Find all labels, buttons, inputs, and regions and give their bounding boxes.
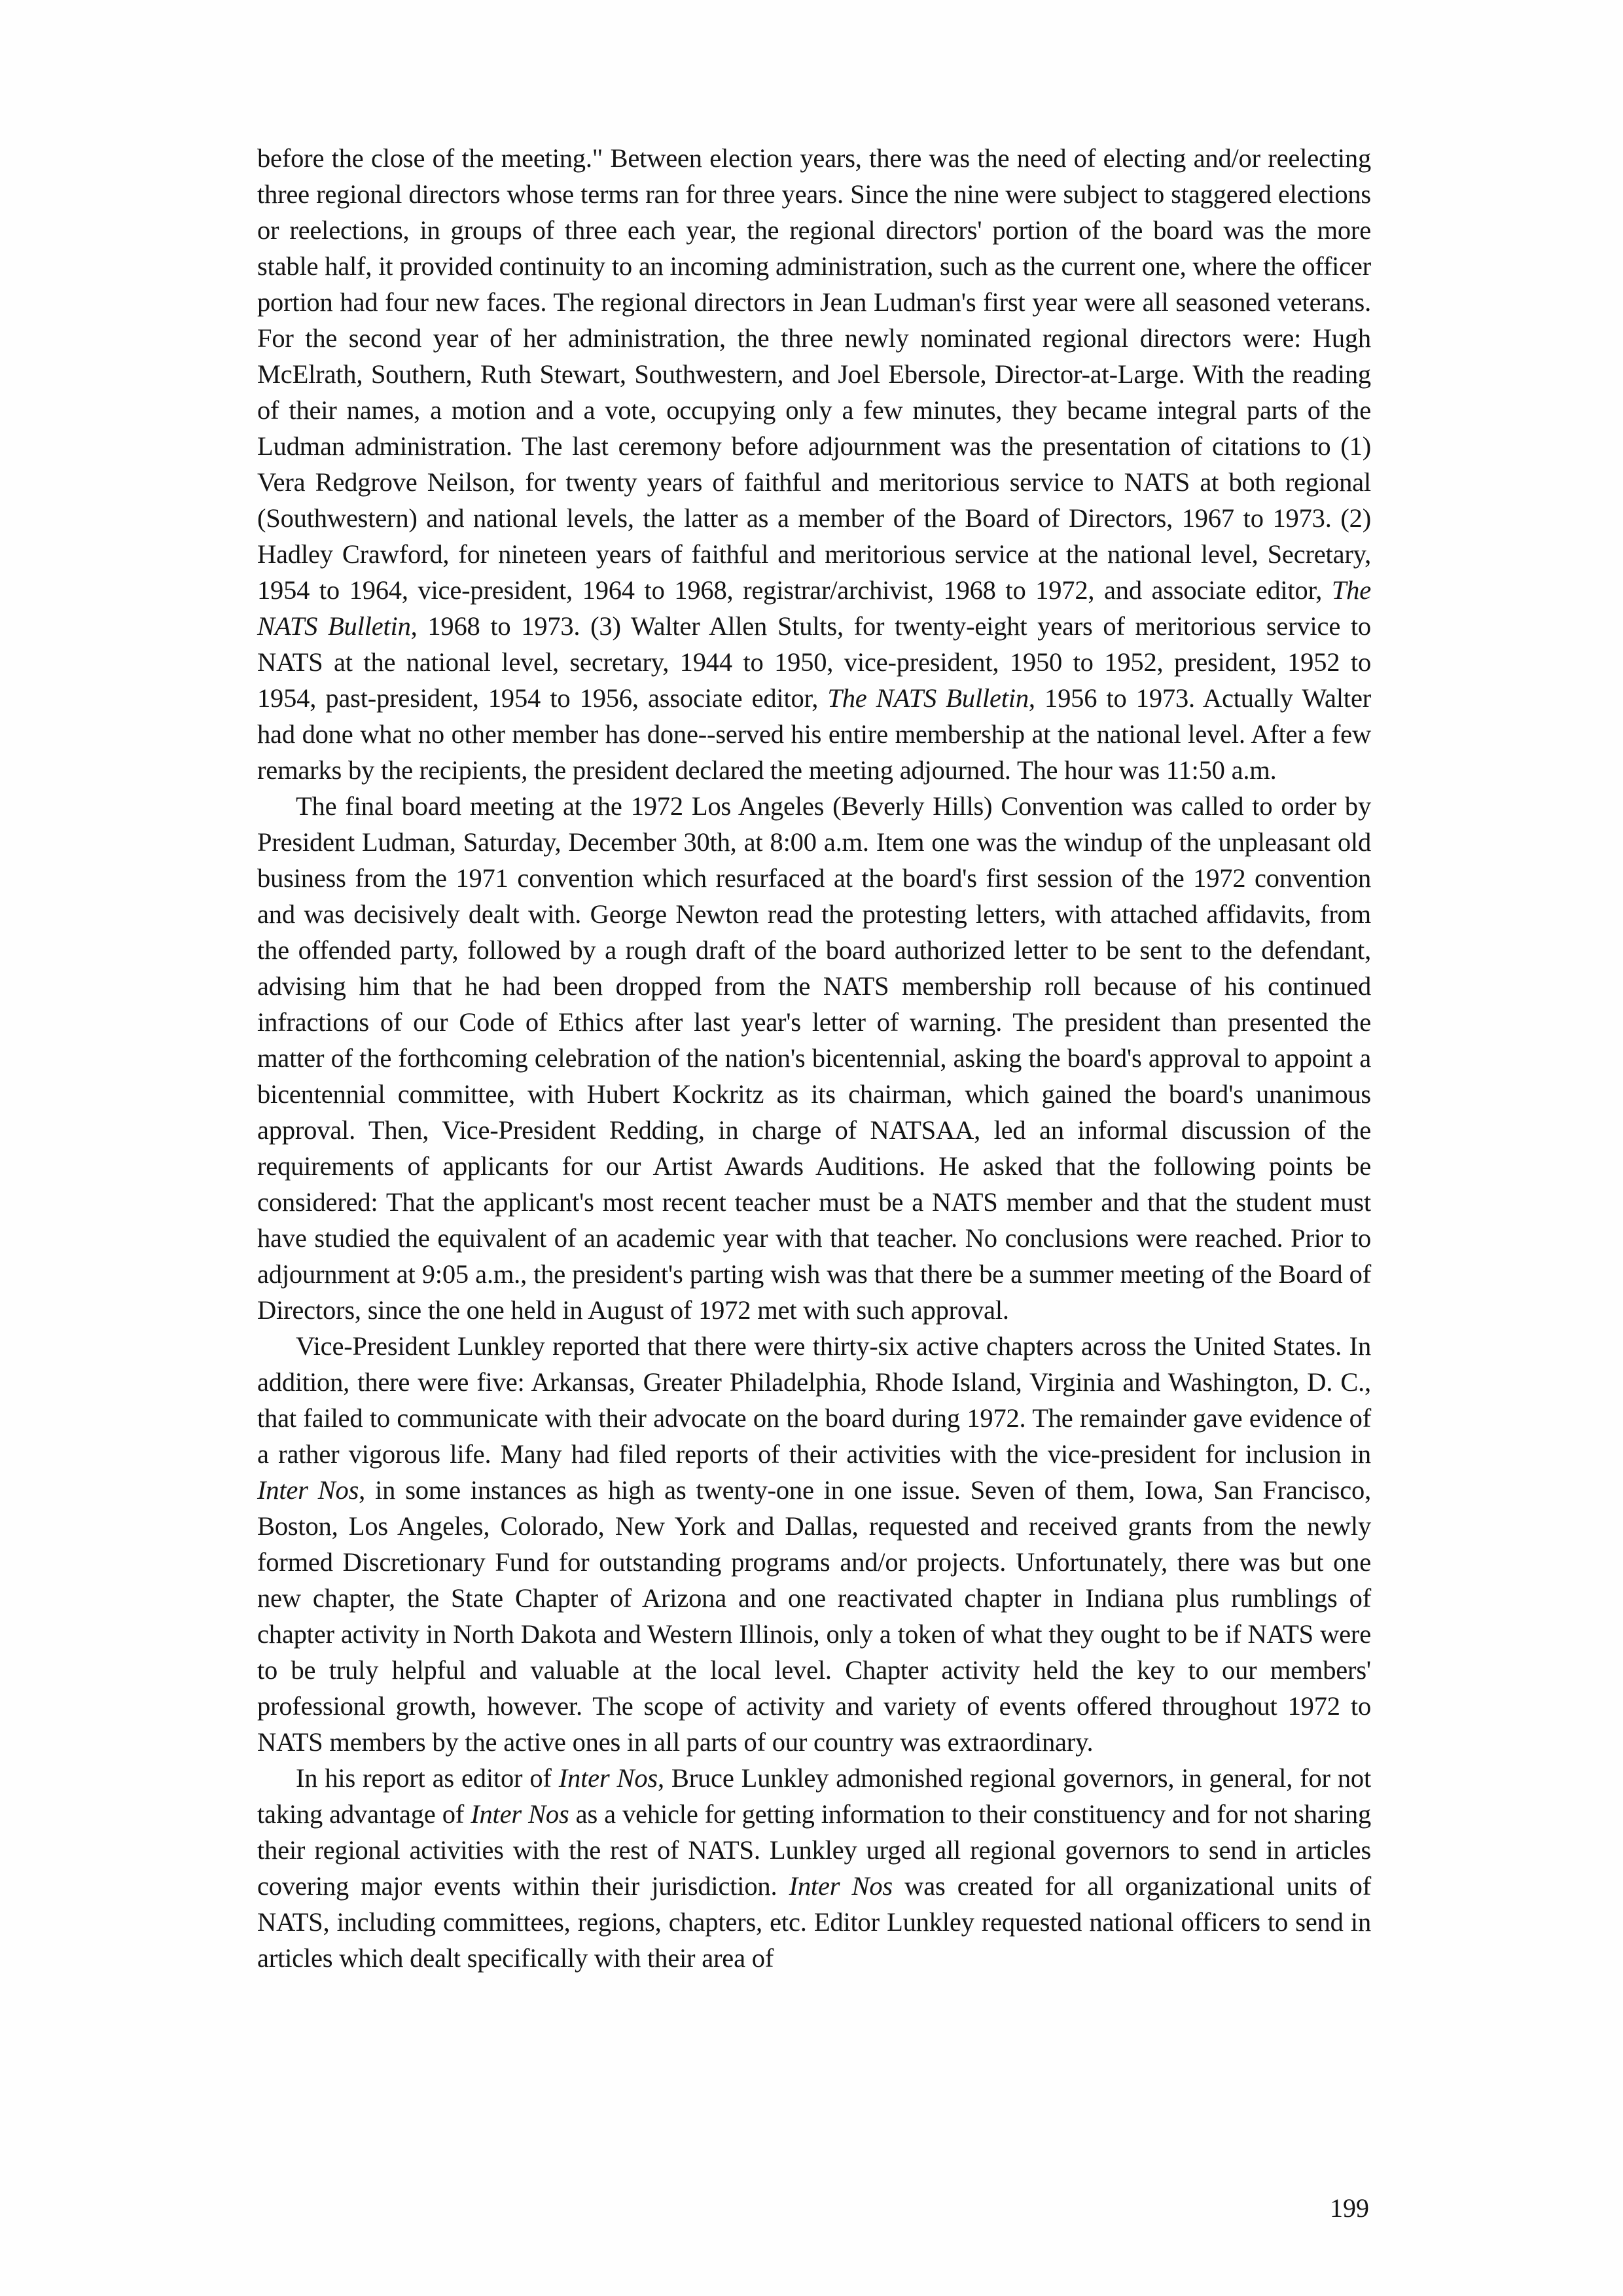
text-run: , 1968 to 1973. (3) Walter Allen Stults, for twenty-eight years of meritorious service to NATS at the national level, secretary, 1944 to 1950, vice-president, 1950 to 1952, president, 1952 to 1954, past-president, 1954 to 1956, associate editor,	[257, 611, 1371, 713]
paragraph-4	[257, 1760, 1371, 1976]
italic-title: Inter Nos	[558, 1763, 658, 1793]
italic-title: Inter Nos	[257, 1475, 359, 1505]
text-run: , Bruce Lunkley admonished regional governors, in general, for not taking advantage of	[257, 1763, 1372, 1829]
italic-title: Inter Nos	[789, 1871, 893, 1901]
text-run: , 1956 to 1973. Actually Walter had done what no other member has done--served his entire membership at the national level. After a few remarks by the recipients, the president declared the meeting adjourned. The hour was 11:50 a.m.	[257, 683, 1372, 785]
text-run: The final board meeting at the 1972 Los Angeles (Beverly Hills) Convention was called to order by President Ludman, Saturday, December 30th, at 8:00 a.m. Item one was the windup of the unpleasant old business from the 1971 convention which resurfaced at the board's first session of the 1972 convention and was decisively dealt with. George Newton read the protesting letters, with attached affidavits, from the offended party, followed by a rough draft of the board authorized letter to be sent to the defendant, advising him that he had been dropped from the NATS membership roll because of his continued infractions of our Code of Ethics after last year's letter of warning. The president than presented the matter of the forthcoming celebration of the nation's bicentennial, asking the board's approval to appoint a bicentennial committee, with Hubert Kockritz as its chairman, which gained the board's unanimous approval. Then, Vice-President Redding, in charge of NATSAA, led an informal discussion of the requirements of applicants for our Artist Awards Auditions. He asked that the following points be considered: That the applicant's most recent teacher must be a NATS member and that the student must have studied the equivalent of an academic year with that teacher. No conclusions were reached. Prior to adjournment at 9:05 a.m., the president's parting wish was that there be a summer meeting of the Board of Directors, since the one held in August of 1972 met with such approval.	[257, 791, 1371, 1325]
page-number: 199	[1330, 2193, 1369, 2223]
text-run: Vice-President Lunkley reported that there were thirty-six active chapters across the United States. In addition, there were five: Arkansas, Greater Philadelphia, Rhode Island, Virginia and Washington, D. C., that failed to communicate with their advocate on the board during 1972. The remainder gave evidence of a rather vigorous life. Many had filed reports of their activities with the vice-president for inclusion in	[257, 1331, 1371, 1469]
paragraph-2	[257, 788, 1371, 1328]
italic-title: The NATS Bulletin	[827, 683, 1029, 713]
document-body	[257, 140, 1371, 1976]
text-run: before the close of the meeting." Between election years, there was the need of electing and/or reelecting three regional directors whose terms ran for three years. Since the nine were subject to staggered elections or reelections, in groups of three each year, the regional directors' portion of the board was the more stable half, it provided continuity to an incoming administration, such as the current one, where the officer portion had four new faces. The regional directors in Jean Ludman's first year were all seasoned veterans. For the second year of her administration, the three newly nominated regional directors were: Hugh McElrath, Southern, Ruth Stewart, Southwestern, and Joel Ebersole, Director-at-Large. With the reading of their names, a motion and a vote, occupying only a few minutes, they became integral parts of the Ludman administration. The last ceremony before adjournment was the presentation of citations to (1) Vera Redgrove Neilson, for twenty years of faithful and meritorious service to NATS at both regional (Southwestern) and national levels, the latter as a member of the Board of Directors, 1967 to 1973. (2) Hadley Crawford, for nineteen years of faithful and meritorious service at the national level, Secretary, 1954 to 1964, vice-president, 1964 to 1968, registrar/archivist, 1968 to 1972, and associate editor,	[257, 143, 1371, 605]
text-run: In his report as editor of	[296, 1763, 559, 1793]
italic-title: Inter Nos	[471, 1799, 569, 1829]
italic-title: The NATS Bulletin	[257, 575, 1371, 641]
text-run: , in some instances as high as twenty-one in one issue. Seven of them, Iowa, San Francisco, Boston, Los Angeles, Colorado, New York and Dallas, requested and received grants from the newly formed Discretionary Fund for outstanding programs and/or projects. Unfortunately, there was but one new chapter, the State Chapter of Arizona and one reactivated chapter in Indiana plus rumblings of chapter activity in North Dakota and Western Illinois, only a token of what they ought to be if NATS were to be truly helpful and valuable at the local level. Chapter activity held the key to our members' professional growth, however. The scope of activity and variety of events offered throughout 1972 to NATS members by the active ones in all parts of our country was extraordinary.	[257, 1475, 1371, 1757]
text-run: as a vehicle for getting information to their constituency and for not sharing their regional activities with the rest of NATS. Lunkley urged all regional governors to send in articles covering major events within their jurisdiction.	[257, 1799, 1372, 1901]
paragraph-3	[257, 1328, 1371, 1760]
text-run: was created for all organizational units of NATS, including committees, regions, chapters, etc. Editor Lunkley requested national officers to send in articles which dealt specifically with their area of	[257, 1871, 1371, 1973]
paragraph-1	[257, 140, 1371, 788]
